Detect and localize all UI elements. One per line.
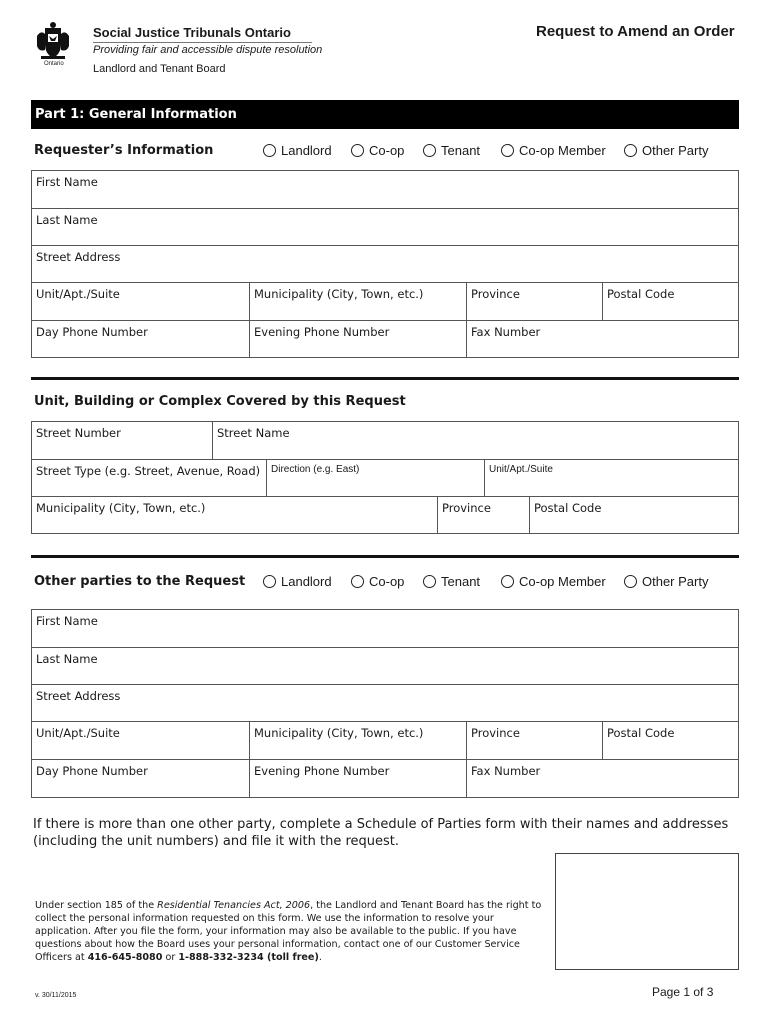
requester-postal-code-input[interactable]: [607, 301, 734, 319]
other-option-coop-member[interactable]: Co-op Member: [501, 574, 606, 589]
unit-suite-input[interactable]: [489, 475, 734, 493]
requester-option-landlord[interactable]: Landlord: [263, 143, 332, 158]
other-last-name-field[interactable]: Last Name: [32, 648, 738, 685]
other-day-phone-input[interactable]: [36, 778, 245, 796]
other-postal-code-input[interactable]: [607, 740, 734, 758]
ontario-wordmark: Ontario: [44, 61, 64, 67]
schedule-of-parties-note: If there is more than one other party, complete a Schedule of Parties form with their names and addresses (including the unit numbers) and file it with the request.: [33, 817, 729, 849]
other-province-field[interactable]: Province: [467, 722, 603, 760]
unit-municipality-field[interactable]: Municipality (City, Town, etc.): [32, 497, 438, 533]
requester-municipality-input[interactable]: [254, 301, 462, 319]
street-type-field[interactable]: Street Type (e.g. Street, Avenue, Road): [32, 460, 267, 497]
privacy-notice: Under section 185 of the Residential Tenancies Act, 2006, the Landlord and Tenant Board has the right to collect the personal information requested on this form. We use the information to resolve your application. After you file the form, your information may also be available to the public. If you have questions about how the Board uses your personal information, contact one of our Customer Service Officers at 416-645-8080 or 1-888-332-3234 (toll free).: [35, 900, 542, 963]
street-name-input[interactable]: [217, 440, 734, 458]
direction-input[interactable]: [271, 475, 480, 493]
radio-circle-icon[interactable]: [423, 575, 436, 588]
radio-circle-icon[interactable]: [263, 144, 276, 157]
requester-fax-input[interactable]: [471, 339, 734, 357]
radio-circle-icon[interactable]: [351, 575, 364, 588]
other-evening-phone-field[interactable]: Evening Phone Number: [250, 760, 467, 797]
other-first-name-field[interactable]: First Name: [32, 610, 738, 648]
other-option-landlord[interactable]: Landlord: [263, 574, 332, 589]
requester-evening-phone-input[interactable]: [254, 339, 462, 357]
requester-unit-input[interactable]: [36, 301, 245, 319]
unit-postal-code-field[interactable]: Postal Code: [530, 497, 738, 533]
section-divider: [31, 377, 739, 380]
unit-suite-field[interactable]: Unit/Apt./Suite: [485, 460, 738, 497]
other-first-name-input[interactable]: [36, 628, 734, 646]
radio-circle-icon[interactable]: [351, 144, 364, 157]
requester-evening-phone-field[interactable]: Evening Phone Number: [250, 321, 467, 357]
requester-info-table: [31, 170, 739, 358]
radio-circle-icon[interactable]: [624, 575, 637, 588]
unit-province-field[interactable]: Province: [438, 497, 530, 533]
other-province-input[interactable]: [471, 740, 598, 758]
requester-postal-code-field[interactable]: Postal Code: [603, 283, 738, 321]
other-unit-input[interactable]: [36, 740, 245, 758]
street-type-input[interactable]: [36, 478, 262, 496]
radio-circle-icon[interactable]: [263, 575, 276, 588]
other-option-tenant[interactable]: Tenant: [423, 574, 480, 589]
requester-last-name-input[interactable]: [36, 227, 734, 245]
direction-field[interactable]: Direction (e.g. East): [267, 460, 485, 497]
requester-unit-field[interactable]: Unit/Apt./Suite: [32, 283, 250, 321]
requester-fax-field[interactable]: Fax Number: [467, 321, 738, 357]
phone-toll-free: 1-888-332-3234 (toll free): [178, 952, 319, 963]
requester-day-phone-input[interactable]: [36, 339, 245, 357]
board-name: Landlord and Tenant Board: [93, 63, 226, 75]
other-fax-field[interactable]: Fax Number: [467, 760, 738, 797]
other-party-info-table: [31, 609, 739, 798]
office-stamp-box: [555, 853, 739, 970]
requester-section-title: Requester’s Information: [34, 143, 214, 158]
other-fax-input[interactable]: [471, 778, 734, 796]
requester-option-other-party[interactable]: Other Party: [624, 143, 708, 158]
radio-circle-icon[interactable]: [624, 144, 637, 157]
other-street-address-field[interactable]: Street Address: [32, 685, 738, 722]
unit-info-table: [31, 421, 739, 534]
section-divider: [31, 555, 739, 558]
requester-last-name-field[interactable]: Last Name: [32, 209, 738, 246]
requester-municipality-field[interactable]: Municipality (City, Town, etc.): [250, 283, 467, 321]
other-option-coop[interactable]: Co-op: [351, 574, 404, 589]
requester-street-address-input[interactable]: [36, 264, 734, 282]
other-postal-code-field[interactable]: Postal Code: [603, 722, 738, 760]
unit-section-title: Unit, Building or Complex Covered by this Request: [34, 394, 406, 409]
radio-circle-icon[interactable]: [501, 575, 514, 588]
other-municipality-input[interactable]: [254, 740, 462, 758]
form-version: v. 30/11/2015: [35, 992, 77, 999]
form-title: Request to Amend an Order: [536, 23, 735, 40]
requester-province-field[interactable]: Province: [467, 283, 603, 321]
radio-circle-icon[interactable]: [501, 144, 514, 157]
requester-first-name-input[interactable]: [36, 189, 734, 207]
phone-local: 416-645-8080: [87, 952, 163, 963]
requester-option-coop[interactable]: Co-op: [351, 143, 404, 158]
requester-option-coop-member[interactable]: Co-op Member: [501, 143, 606, 158]
other-last-name-input[interactable]: [36, 666, 734, 684]
page-number: Page 1 of 3: [652, 985, 714, 999]
requester-option-tenant[interactable]: Tenant: [423, 143, 480, 158]
street-number-input[interactable]: [36, 440, 208, 458]
other-day-phone-field[interactable]: Day Phone Number: [32, 760, 250, 797]
street-number-field[interactable]: Street Number: [32, 422, 213, 460]
part-1-heading: Part 1: General Information: [31, 100, 739, 129]
other-evening-phone-input[interactable]: [254, 778, 462, 796]
requester-first-name-field[interactable]: First Name: [32, 171, 738, 209]
act-name: Residential Tenancies Act, 2006: [157, 900, 311, 911]
unit-province-input[interactable]: [442, 515, 525, 533]
requester-street-address-field[interactable]: Street Address: [32, 246, 738, 283]
street-name-field[interactable]: Street Name: [213, 422, 738, 460]
organization-name: Social Justice Tribunals Ontario: [93, 25, 291, 40]
organization-tagline: Providing fair and accessible dispute resolution: [93, 44, 323, 56]
other-parties-section-title: Other parties to the Request: [34, 574, 246, 589]
unit-postal-code-input[interactable]: [534, 515, 734, 533]
radio-circle-icon[interactable]: [423, 144, 436, 157]
other-option-other-party[interactable]: Other Party: [624, 574, 708, 589]
header-divider: [93, 42, 312, 43]
requester-day-phone-field[interactable]: Day Phone Number: [32, 321, 250, 357]
other-unit-field[interactable]: Unit/Apt./Suite: [32, 722, 250, 760]
unit-municipality-input[interactable]: [36, 515, 433, 533]
other-municipality-field[interactable]: Municipality (City, Town, etc.): [250, 722, 467, 760]
other-street-address-input[interactable]: [36, 703, 734, 721]
requester-province-input[interactable]: [471, 301, 598, 319]
